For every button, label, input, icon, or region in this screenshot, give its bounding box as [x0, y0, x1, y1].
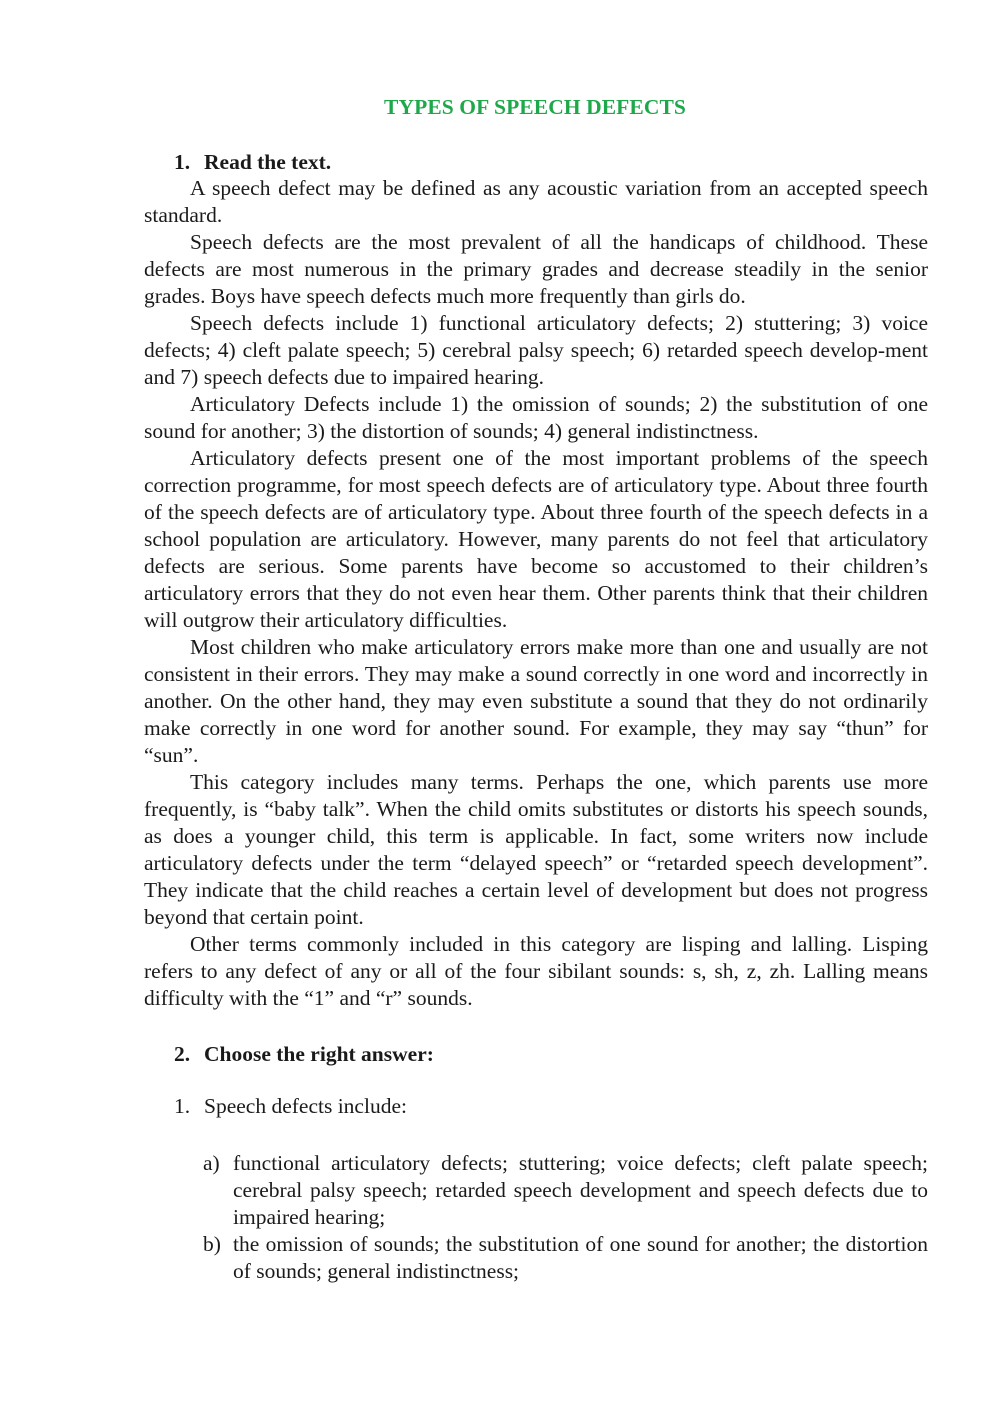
reading-text: [144, 175, 928, 1012]
question-text: Speech defects include:: [204, 1094, 407, 1118]
paragraph: Other terms commonly included in this category are lisping and lalling. Lisping refers to any defect of any or all of the four sibilant sounds: s, sh, z, zh. Lalling means difficulty with the “1” and “r” sounds.: [144, 932, 928, 1010]
paragraph: This category includes many terms. Perhaps the one, which parents use more frequently, is “baby talk”. When the child omits substitutes or distorts his speech sounds, as does a younger child, this term is applicable. In fact, some writers now include articulatory defects under the term “delayed speech” or “retarded speech development”. They indicate that the child reaches a certain level of development but does not progress beyond that certain point.: [144, 770, 928, 929]
section-1-number: 1.: [174, 150, 191, 174]
section-1-heading-text: Read the text.: [204, 150, 332, 174]
answer-option-a[interactable]: [203, 1150, 928, 1231]
paragraph: Most children who make articulatory errors make more than one and usually are not consistent in their errors. They may make a sound correctly in one word and incorrectly in another. On the other hand, they may even substitute a sound that they do not ordinarily make correctly in one word for another sound. For example, they may say “thun” for “sun”.: [144, 635, 928, 767]
question-number: 1.: [174, 1094, 191, 1118]
paragraph: Speech defects include 1) functional articulatory defects; 2) stuttering; 3) voice defects; 4) cleft palate speech; 5) cerebral palsy speech; 6) retarded speech develop-ment and 7) speech defects due to impaired hearing.: [144, 311, 928, 389]
section-2-heading: [174, 1042, 434, 1067]
page-title: TYPES OF SPEECH DEFECTS: [384, 95, 686, 119]
paragraph: Articulatory Defects include 1) the omission of sounds; 2) the substitution of one sound for another; 3) the distortion of sounds; 4) general indistinctness.: [144, 392, 928, 443]
option-letter: a): [203, 1151, 220, 1175]
option-text: functional articulatory defects; stuttering; voice defects; cleft palate speech; cerebral palsy speech; retarded speech development and speech defects due to impaired hearing;: [233, 1151, 928, 1229]
paragraph: A speech defect may be defined as any acoustic variation from an accepted speech standard.: [144, 176, 928, 227]
section-2-number: 2.: [174, 1042, 191, 1066]
question-1: [174, 1094, 407, 1119]
paragraph: Articulatory defects present one of the most important problems of the speech correction programme, for most speech defects are of articulatory type. About three fourth of the speech defects are of articulatory type. About three fourth of the speech defects in a school population are articulatory. However, many parents do not feel that articulatory defects are serious. Some parents have become so accustomed to their children’s articulatory errors that they do not even hear them. Other parents think that their children will outgrow their articulatory difficulties.: [144, 446, 928, 632]
answer-option-b[interactable]: [203, 1231, 928, 1285]
option-text: the omission of sounds; the substitution of one sound for another; the distortion of sounds; general indistinctness;: [233, 1232, 928, 1283]
section-1-heading: [174, 150, 331, 175]
paragraph: Speech defects are the most prevalent of all the handicaps of childhood. These defects are most numerous in the primary grades and decrease steadily in the senior grades. Boys have speech defects much more frequently than girls do.: [144, 230, 928, 308]
section-2-heading-text: Choose the right answer:: [204, 1042, 434, 1066]
answer-options: [203, 1150, 928, 1285]
option-letter: b): [203, 1232, 221, 1256]
